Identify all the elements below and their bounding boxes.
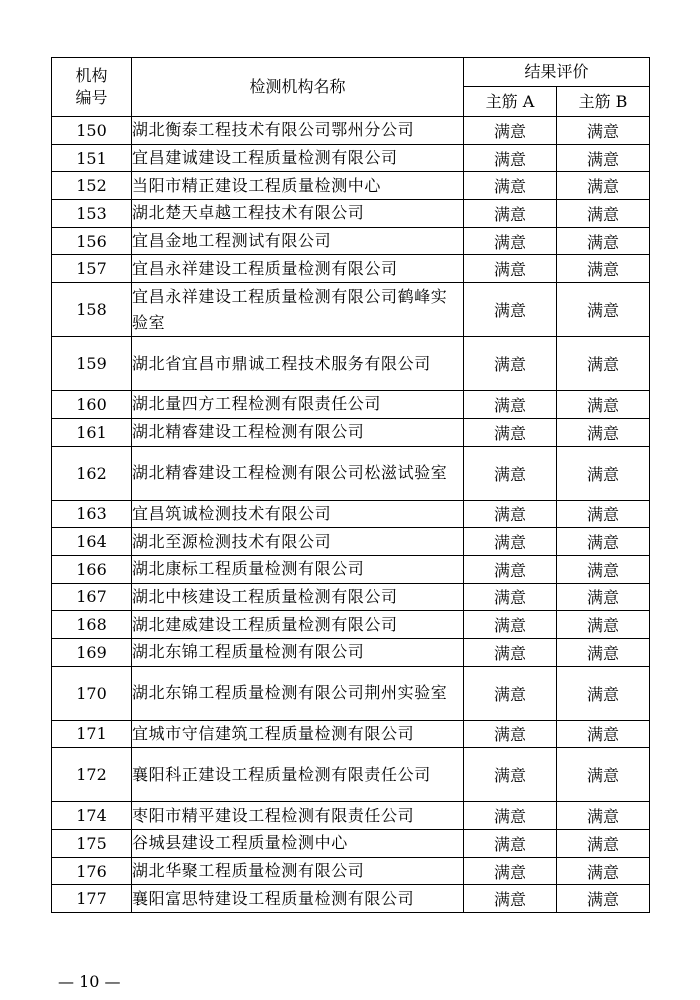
institution-id-cell: 175	[52, 830, 132, 858]
result-b-cell: 满意	[557, 748, 650, 802]
result-b-cell: 满意	[557, 500, 650, 528]
table-row	[52, 748, 650, 802]
table-row	[52, 500, 650, 528]
institution-id-cell: 151	[52, 144, 132, 172]
result-b-cell: 满意	[557, 857, 650, 885]
result-a-cell: 满意	[464, 255, 557, 283]
result-a-cell: 满意	[464, 200, 557, 228]
institution-name-cell: 湖北至源检测技术有限公司	[132, 528, 464, 556]
table-row	[52, 555, 650, 583]
institution-name-cell: 湖北量四方工程检测有限责任公司	[132, 391, 464, 419]
institution-id-cell: 167	[52, 583, 132, 611]
result-a-cell: 满意	[464, 583, 557, 611]
table-row	[52, 391, 650, 419]
institution-id-cell: 169	[52, 638, 132, 666]
institution-id-cell: 162	[52, 446, 132, 500]
result-a-cell: 满意	[464, 638, 557, 666]
result-b-cell: 满意	[557, 283, 650, 337]
table-row	[52, 283, 650, 337]
header-institution-name: 检测机构名称	[132, 58, 464, 117]
table-row	[52, 255, 650, 283]
institution-name-cell: 宜昌筑诚检测技术有限公司	[132, 500, 464, 528]
result-a-cell: 满意	[464, 418, 557, 446]
result-a-cell: 满意	[464, 337, 557, 391]
institution-id-cell: 176	[52, 857, 132, 885]
institution-name-cell: 宜城市守信建筑工程质量检测有限公司	[132, 720, 464, 748]
table-row	[52, 337, 650, 391]
institution-id-cell: 164	[52, 528, 132, 556]
institution-name-cell: 枣阳市精平建设工程检测有限责任公司	[132, 802, 464, 830]
table-row	[52, 583, 650, 611]
result-b-cell: 满意	[557, 611, 650, 639]
table-row	[52, 227, 650, 255]
header-institution-id	[52, 58, 132, 117]
institution-name-cell: 宜昌金地工程测试有限公司	[132, 227, 464, 255]
institution-name-cell: 襄阳富思特建设工程质量检测有限公司	[132, 885, 464, 913]
institution-name-cell: 当阳市精正建设工程质量检测中心	[132, 172, 464, 200]
result-a-cell: 满意	[464, 885, 557, 913]
result-a-cell: 满意	[464, 748, 557, 802]
result-a-cell: 满意	[464, 720, 557, 748]
result-a-cell: 满意	[464, 391, 557, 419]
result-b-cell: 满意	[557, 830, 650, 858]
result-a-cell: 满意	[464, 283, 557, 337]
table-row	[52, 446, 650, 500]
table-row	[52, 830, 650, 858]
institution-id-cell: 177	[52, 885, 132, 913]
result-b-cell: 满意	[557, 638, 650, 666]
institution-name-cell: 湖北东锦工程质量检测有限公司荆州实验室	[132, 666, 464, 720]
result-b-cell: 满意	[557, 117, 650, 145]
result-b-cell: 满意	[557, 255, 650, 283]
result-b-cell: 满意	[557, 583, 650, 611]
result-b-cell: 满意	[557, 337, 650, 391]
institution-name-cell: 湖北楚天卓越工程技术有限公司	[132, 200, 464, 228]
result-b-cell: 满意	[557, 666, 650, 720]
result-b-cell: 满意	[557, 391, 650, 419]
institution-name-cell: 湖北中核建设工程质量检测有限公司	[132, 583, 464, 611]
result-b-cell: 满意	[557, 200, 650, 228]
institution-id-cell: 161	[52, 418, 132, 446]
institution-name-cell: 宜昌永祥建设工程质量检测有限公司鹤峰实验室	[132, 283, 464, 337]
result-a-cell: 满意	[464, 555, 557, 583]
result-a-cell: 满意	[464, 528, 557, 556]
result-a-cell: 满意	[464, 144, 557, 172]
institution-name-cell: 湖北建威建设工程质量检测有限公司	[132, 611, 464, 639]
table-row	[52, 418, 650, 446]
result-a-cell: 满意	[464, 611, 557, 639]
institution-name-cell: 湖北衡泰工程技术有限公司鄂州分公司	[132, 117, 464, 145]
result-a-cell: 满意	[464, 117, 557, 145]
institution-id-cell: 172	[52, 748, 132, 802]
table-row	[52, 720, 650, 748]
result-a-cell: 满意	[464, 830, 557, 858]
table-row	[52, 666, 650, 720]
table-header	[52, 58, 650, 117]
institution-name-cell: 湖北华聚工程质量检测有限公司	[132, 857, 464, 885]
result-a-cell: 满意	[464, 446, 557, 500]
table-row	[52, 857, 650, 885]
institution-name-cell: 湖北东锦工程质量检测有限公司	[132, 638, 464, 666]
table-row	[52, 172, 650, 200]
result-b-cell: 满意	[557, 144, 650, 172]
header-id-line2: 编号	[75, 88, 108, 107]
result-b-cell: 满意	[557, 802, 650, 830]
institution-id-cell: 156	[52, 227, 132, 255]
institution-id-cell: 153	[52, 200, 132, 228]
header-id-line1: 机构	[75, 66, 108, 85]
institution-id-cell: 157	[52, 255, 132, 283]
result-a-cell: 满意	[464, 227, 557, 255]
institution-id-cell: 170	[52, 666, 132, 720]
result-b-cell: 满意	[557, 227, 650, 255]
table-row	[52, 117, 650, 145]
result-b-cell: 满意	[557, 885, 650, 913]
institution-name-cell: 宜昌永祥建设工程质量检测有限公司	[132, 255, 464, 283]
result-a-cell: 满意	[464, 172, 557, 200]
table-row	[52, 638, 650, 666]
institution-id-cell: 168	[52, 611, 132, 639]
institution-id-cell: 171	[52, 720, 132, 748]
result-b-cell: 满意	[557, 172, 650, 200]
institution-id-cell: 150	[52, 117, 132, 145]
result-b-cell: 满意	[557, 720, 650, 748]
header-result-evaluation: 结果评价	[464, 58, 650, 87]
table-row	[52, 144, 650, 172]
results-table	[51, 57, 650, 913]
table-row	[52, 200, 650, 228]
header-rebar-b: 主筋 B	[557, 87, 650, 117]
result-a-cell: 满意	[464, 666, 557, 720]
table-body	[52, 117, 650, 913]
institution-id-cell: 174	[52, 802, 132, 830]
result-b-cell: 满意	[557, 418, 650, 446]
institution-id-cell: 163	[52, 500, 132, 528]
header-rebar-a: 主筋 A	[464, 87, 557, 117]
institution-name-cell: 湖北精睿建设工程检测有限公司松滋试验室	[132, 446, 464, 500]
institution-id-cell: 166	[52, 555, 132, 583]
table-row	[52, 528, 650, 556]
institution-id-cell: 152	[52, 172, 132, 200]
table-row	[52, 885, 650, 913]
institution-name-cell: 襄阳科正建设工程质量检测有限责任公司	[132, 748, 464, 802]
institution-name-cell: 湖北精睿建设工程检测有限公司	[132, 418, 464, 446]
institution-id-cell: 158	[52, 283, 132, 337]
result-a-cell: 满意	[464, 802, 557, 830]
institution-name-cell: 谷城县建设工程质量检测中心	[132, 830, 464, 858]
result-b-cell: 满意	[557, 555, 650, 583]
institution-id-cell: 159	[52, 337, 132, 391]
table-row	[52, 611, 650, 639]
institution-name-cell: 湖北省宜昌市鼎诚工程技术服务有限公司	[132, 337, 464, 391]
result-a-cell: 满意	[464, 857, 557, 885]
institution-id-cell: 160	[52, 391, 132, 419]
institution-name-cell: 湖北康标工程质量检测有限公司	[132, 555, 464, 583]
table-row	[52, 802, 650, 830]
result-b-cell: 满意	[557, 528, 650, 556]
page-number: — 10 —	[58, 972, 121, 991]
result-a-cell: 满意	[464, 500, 557, 528]
result-b-cell: 满意	[557, 446, 650, 500]
institution-name-cell: 宜昌建诚建设工程质量检测有限公司	[132, 144, 464, 172]
